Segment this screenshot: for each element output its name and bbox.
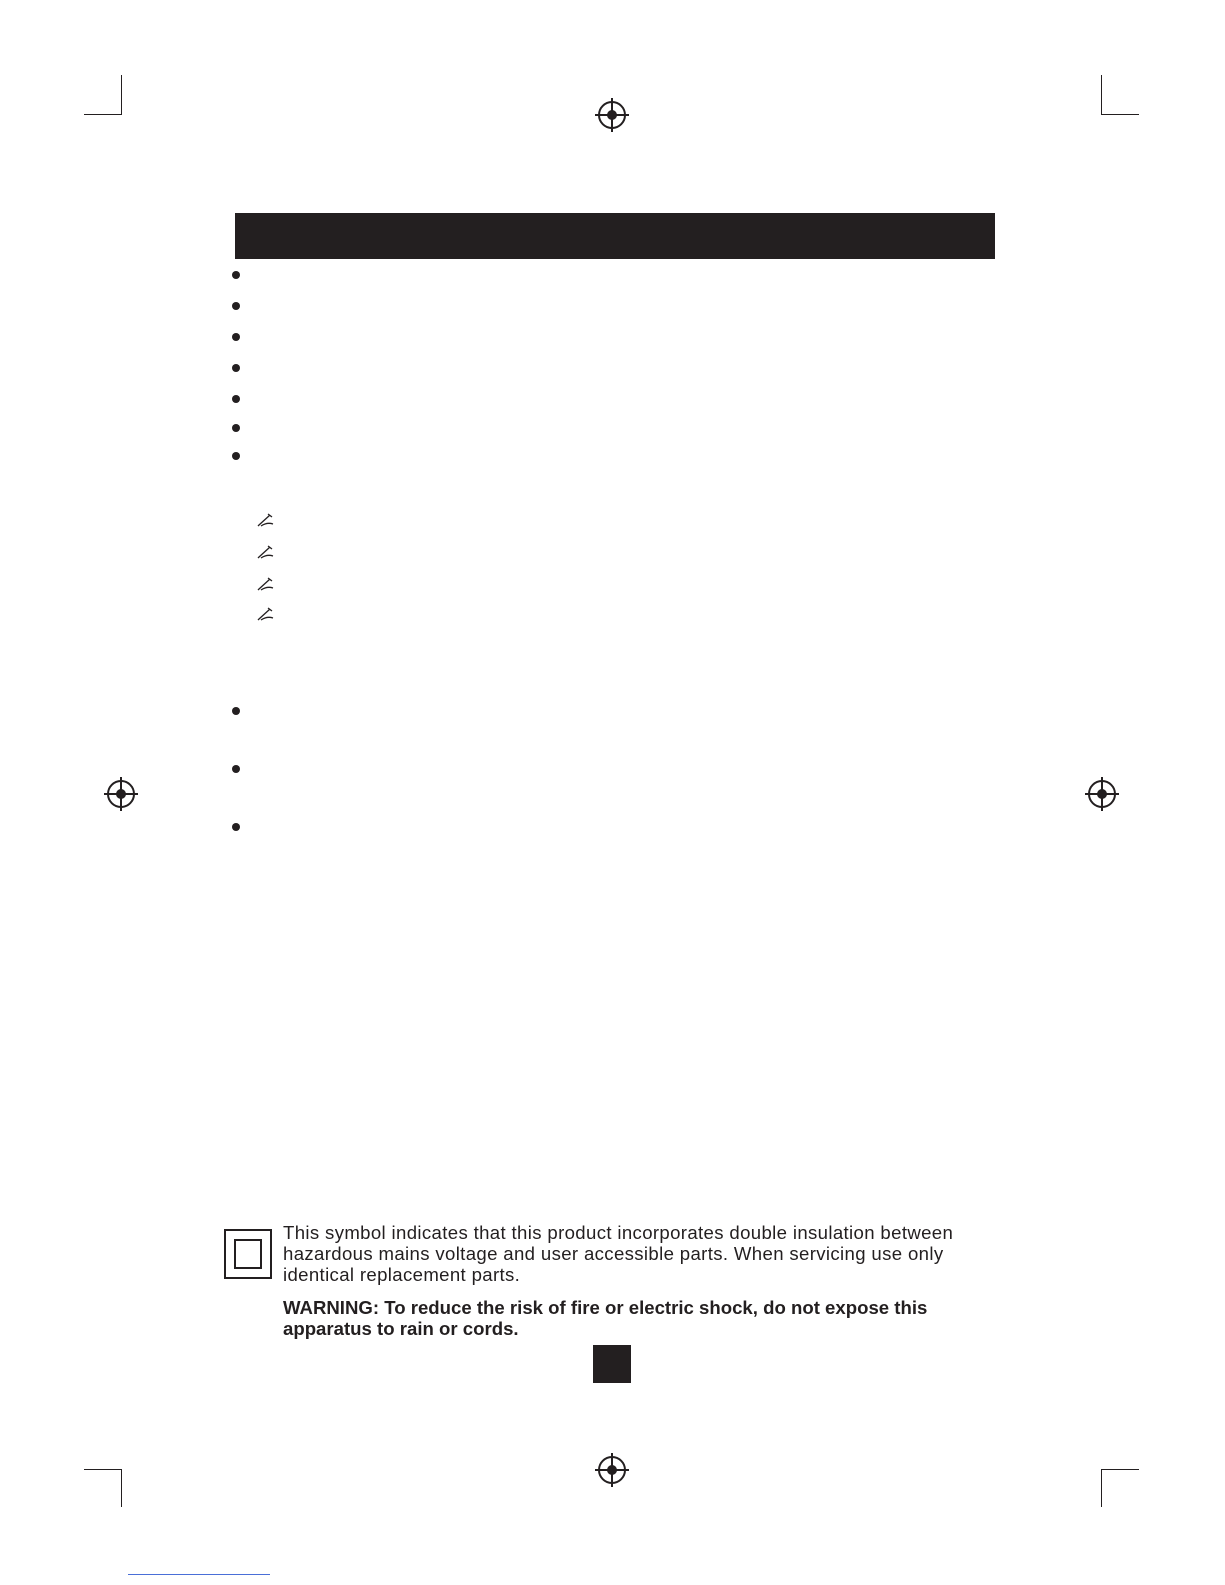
bullet-dot-icon (232, 823, 240, 831)
registration-mark-right-icon (1085, 777, 1119, 811)
pen-writing-icon (257, 513, 275, 527)
crop-mark-bottom-left-horizontal (84, 1469, 122, 1470)
crop-mark-bottom-right-horizontal (1101, 1469, 1139, 1470)
bullet-dot-icon (232, 424, 240, 432)
double-insulation-inner-square (234, 1239, 262, 1269)
crop-mark-top-left-horizontal (84, 114, 122, 115)
double-insulation-notice: This symbol indicates that this product incorporates double insulation between hazardous mains voltage and user accessible parts. When servicing use only identical replacement parts. (283, 1222, 954, 1285)
footer-link-underline[interactable] (128, 1574, 270, 1575)
bullet-dot-icon (232, 395, 240, 403)
pen-writing-icon (257, 545, 275, 559)
bullet-dot-icon (232, 452, 240, 460)
bullet-dot-icon (232, 364, 240, 372)
crop-mark-top-right-horizontal (1101, 114, 1139, 115)
registration-mark-top-icon (595, 98, 629, 132)
bullet-dot-icon (232, 271, 240, 279)
pen-writing-icon (257, 577, 275, 591)
registration-mark-left-icon (104, 777, 138, 811)
registration-mark-bottom-icon (595, 1453, 629, 1487)
crop-mark-bottom-right-vertical (1101, 1469, 1102, 1507)
pen-writing-icon (257, 607, 275, 621)
crop-mark-bottom-left-vertical (121, 1469, 122, 1507)
bullet-dot-icon (232, 302, 240, 310)
crop-mark-top-right-vertical (1101, 75, 1102, 115)
crop-mark-top-left-vertical (121, 75, 122, 115)
bullet-dot-icon (232, 765, 240, 773)
double-insulation-symbol-icon (224, 1229, 272, 1279)
section-header-bar (235, 213, 995, 259)
bullet-dot-icon (232, 707, 240, 715)
fire-shock-warning: WARNING: To reduce the risk of fire or electric shock, do not expose this apparatus to rain or cords. (283, 1297, 928, 1339)
page-number-block (593, 1345, 631, 1383)
bullet-dot-icon (232, 333, 240, 341)
